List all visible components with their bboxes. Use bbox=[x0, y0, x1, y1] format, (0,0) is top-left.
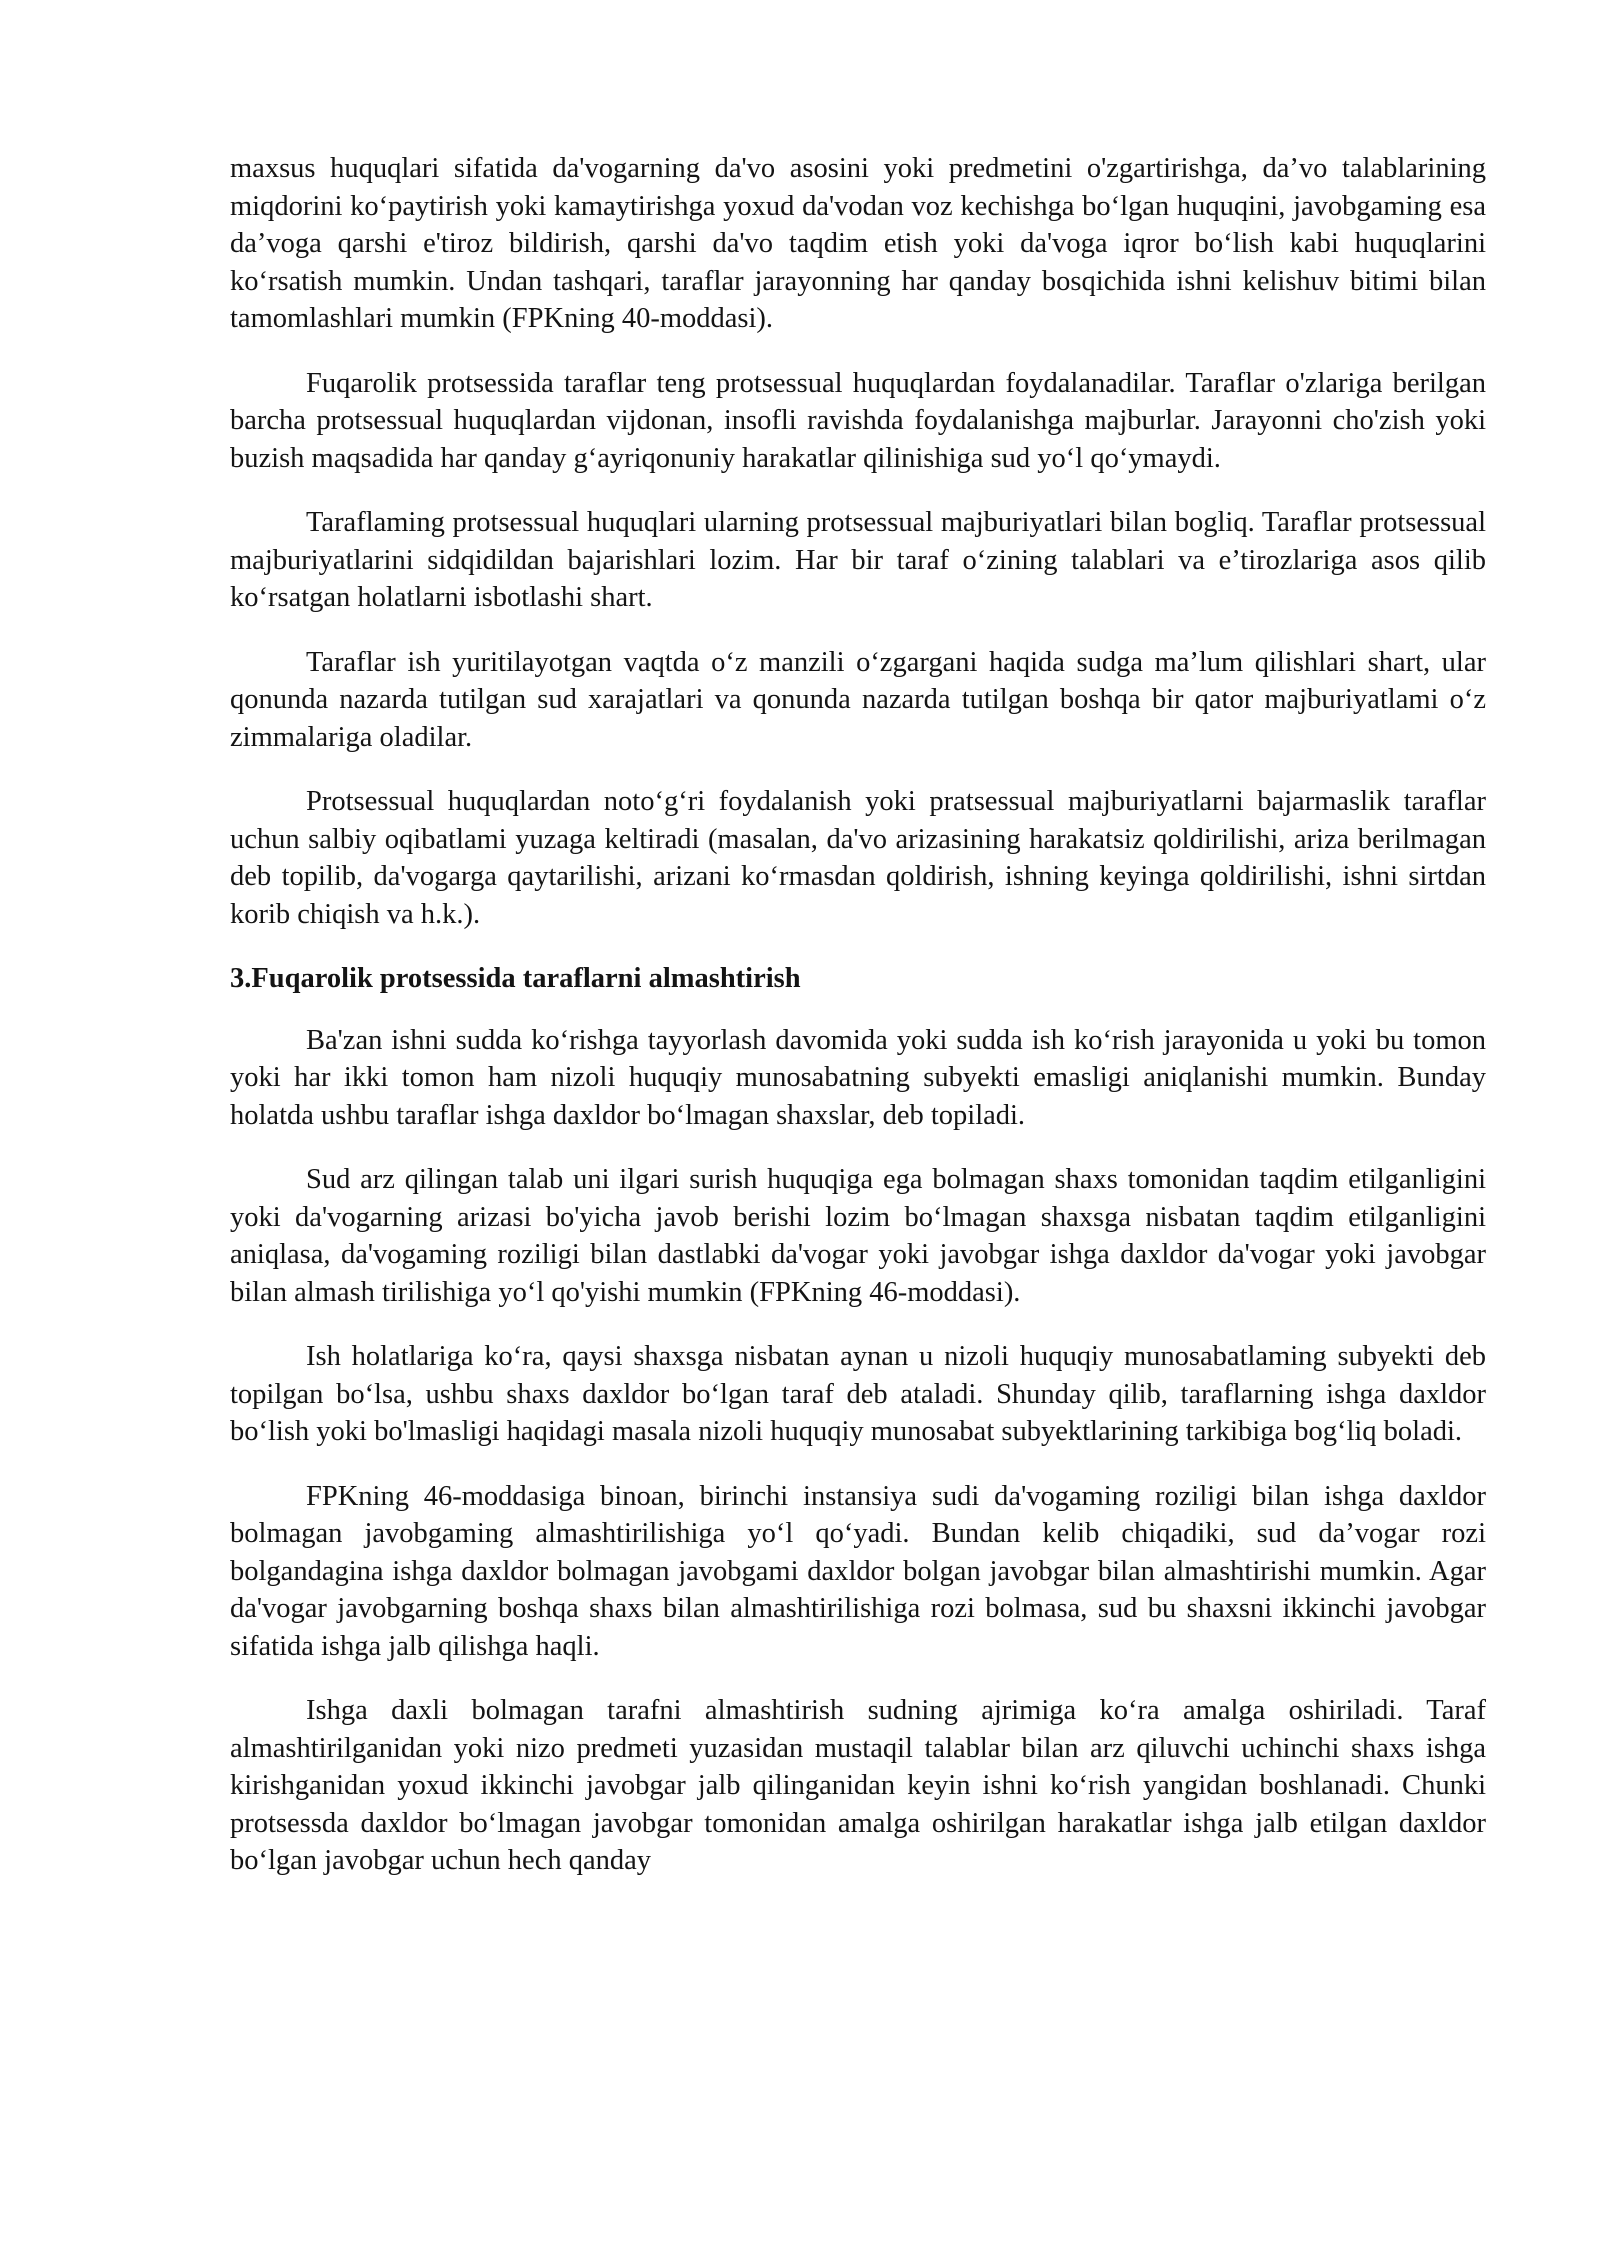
paragraph-party-replacement: Sud arz qilingan talab uni ilgari surish huquqiga ega bolmagan shaxs tomonidan taqdim etilganligini yoki da'vogarning arizasi bo'yicha javob berishi lozim bo‘lmagan shaxsga nisbatan taqdim etilganligini aniqlasa, da'vogaming roziligi bilan dastlabki da'vogar yoki javobgar ishga daxldor da'vogar yoki javobgar bilan almash tirilishiga yo‘l qo'yishi mumkin (FPKning 46-moddasi). bbox=[230, 1164, 1486, 1308]
paragraph-rights-of-parties: maxsus huquqlari sifatida da'vogarning da'vo asosini yoki predmetini o'zgartirishga, da’vo talablarining miqdorini ko‘paytirish yoki kamaytirishga yoxud da'vodan voz kechishga bo‘lgan huquqini, javobgaming esa da’voga qarshi e'tiroz bildirish, qarshi da'vo taqdim etish yoki da'voga iqror bo‘lish kabi huquqlarini ko‘rsatish mumkin. Undan tashqari, taraflar jarayonning har qanday bosqichida ishni kelishuv bitimi bilan tamomlashlari mumkin (FPKning 40-moddasi). bbox=[230, 153, 1486, 334]
paragraph-improper-party: Ba'zan ishni sudda ko‘rishga tayyorlash davomida yoki sudda ish ko‘rish jarayonida u yoki bu tomon yoki har ikki tomon ham nizoli huquqiy munosabatning subyekti emasligi aniqlanishi mumkin. Bunday holatda ushbu taraflar ishga daxldor bo‘lmagan shaxslar, deb topiladi. bbox=[230, 1024, 1486, 1131]
section-heading: 3.Fuqarolik protsessida taraflarni almashtirish bbox=[230, 963, 801, 994]
paragraph-replacement-ruling: Ishga daxli bolmagan tarafni almashtirish sudning ajrimiga ko‘ra amalga oshiriladi. Taraf almashtirilganidan yoki nizo predmeti yuzasidan mustaqil talablar bilan arz qiluvchi uchinchi shaxs ishga kirishganidan yoxud ikkinchi javobgar jalb qilinganidan keyin ishni ko‘rish yangidan boshlanadi. Chunki protsessda daxldor bo‘lmagan javobgar tomonidan amalga oshirilgan harakatlar ishga jalb etilgan daxldor bo‘lgan javobgar uchun hech qanday bbox=[230, 1695, 1486, 1876]
paragraph-misuse-consequences: Protsessual huquqlardan noto‘g‘ri foydalanish yoki pratsessual majburiyatlarni bajarmaslik taraflar uchun salbiy oqibatlami yuzaga keltiradi (masalan, da'vo arizasining harakatsiz qoldirilishi, ariza berilmagan deb topilib, da'vogarga qaytarilishi, arizani ko‘rmasdan qoldirish, ishning keyinga qoldirilishi, ishni sirtdan korib chiqish va h.k.). bbox=[230, 786, 1486, 930]
paragraph-proper-party: Ish holatlariga ko‘ra, qaysi shaxsga nisbatan aynan u nizoli huquqiy munosabatlaming subyekti deb topilgan bo‘lsa, ushbu shaxs daxldor bo‘lgan taraf deb ataladi. Shunday qilib, taraflarning ishga daxldor bo‘lish yoki bo'lmasligi haqidagi masala nizoli huquqiy munosabat subyektlarining tarkibiga bog‘liq boladi. bbox=[230, 1341, 1486, 1447]
paragraph-procedural-obligations: Taraflaming protsessual huquqlari ularning protsessual majburiyatlari bilan bogliq. Taraflar protsessual majburiyatlarini sidqidildan bajarishlari lozim. Har bir taraf o‘zining talablari va e’tirozlariga asos qilib ko‘rsatgan holatlarni isbotlashi shart. bbox=[230, 507, 1486, 613]
paragraph-address-change: Taraflar ish yuritilayotgan vaqtda o‘z manzili o‘zgargani haqida sudga ma’lum qilishlari shart, ular qonunda nazarda tutilgan sud xarajatlari va qonunda nazarda tutilgan boshqa bir qator majburiyatlami o‘z zimmalariga oladilar. bbox=[230, 646, 1486, 753]
paragraph-equal-procedural-rights: Fuqarolik protsessida taraflar teng protsessual huquqlardan foydalanadilar. Taraflar o'zlariga berilgan barcha protsessual huquqlardan vijdonan, insofli ravishda foydalanishga majburlar. Jarayonni cho'zish yoki buzish maqsadida har qanday g‘ayriqonuniy harakatlar qilinishiga sud yo‘l qo‘ymaydi. bbox=[230, 367, 1486, 474]
document-page bbox=[230, 150, 1486, 1907]
paragraph-defendant-replacement: FPKning 46-moddasiga binoan, birinchi instansiya sudi da'vogaming roziligi bilan ishga daxldor bolmagan javobgaming almashtirilishiga yo‘l qo‘yadi. Bundan kelib chiqadiki, sud da’vogar rozi bolgandagina ishga daxldor bolmagan javobgami daxldor bolgan javobgar bilan almashtirishi mumkin. Agar da'vogar javobgarning boshqa shaxs bilan almashtirilishiga rozi bolmasa, sud bu shaxsni ikkinchi javobgar sifatida ishga jalb qilishga haqli. bbox=[230, 1480, 1486, 1662]
